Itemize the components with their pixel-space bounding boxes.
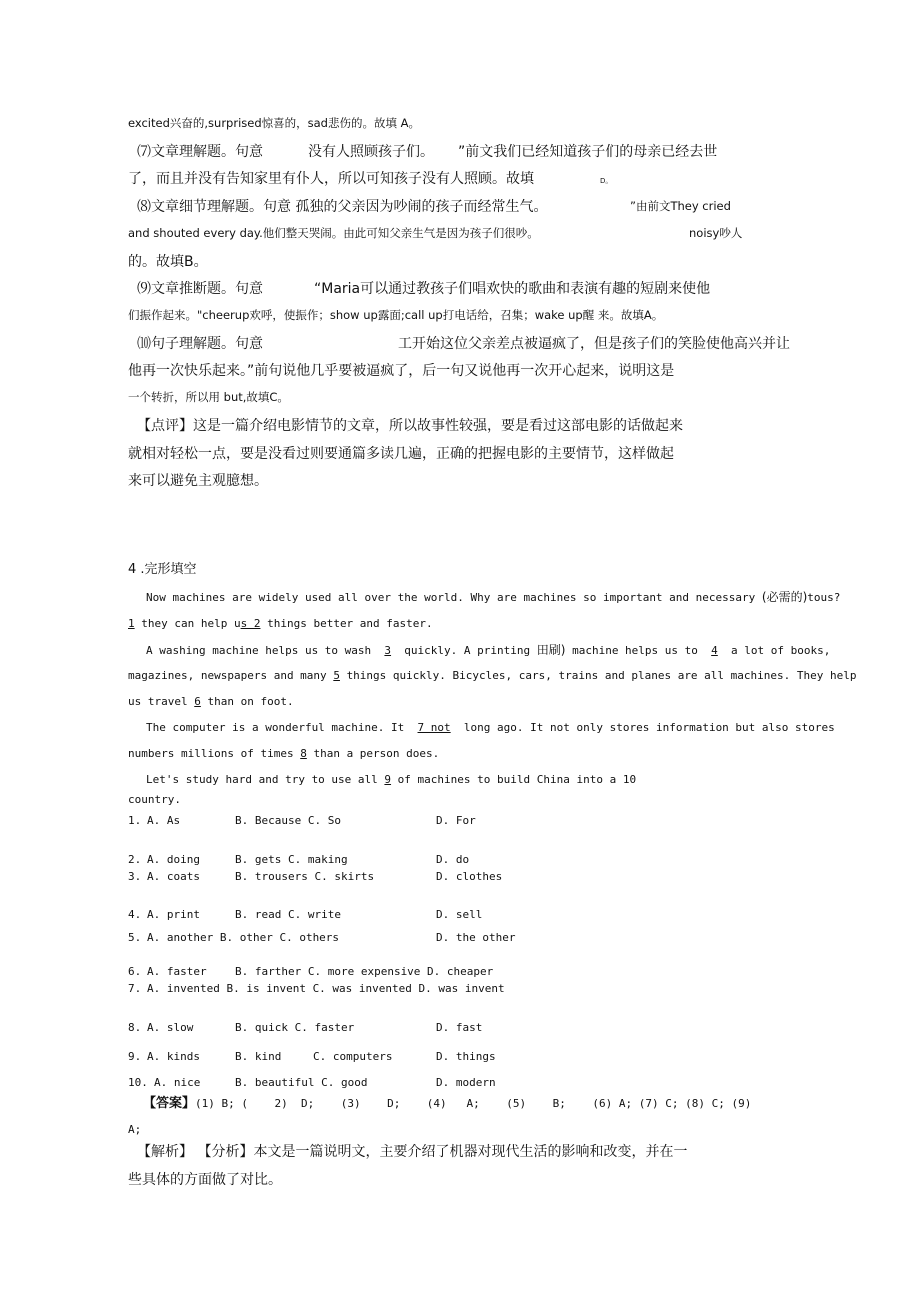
option-number: 10. bbox=[128, 1076, 148, 1089]
option-b: B. farther C. more expensive D. cheaper bbox=[235, 965, 494, 978]
passage-line: The computer is a wonderful machine. It 7 not long ago. It not only stores information but also stores bbox=[146, 721, 835, 734]
text-line: ⑽句子理解题。句意 bbox=[137, 336, 263, 352]
option-number: 2. bbox=[128, 853, 142, 866]
option-number: 4. bbox=[128, 908, 142, 921]
comment-line: 来可以避免主观臆想。 bbox=[128, 473, 268, 489]
text-line: ⑺文章理解题。句意 bbox=[137, 144, 263, 160]
option-b: B. quick C. faster bbox=[235, 1021, 355, 1034]
text-line: 一个转折，所以用 but,故填C。 bbox=[128, 390, 289, 404]
text-line: D。 bbox=[600, 177, 613, 185]
answer-line: A; bbox=[128, 1123, 142, 1136]
option-d: D. modern bbox=[436, 1076, 496, 1089]
option-a: A. print bbox=[147, 908, 200, 921]
option-number: 3. bbox=[128, 870, 142, 883]
passage-line: A washing machine helps us to wash 3 quickly. A printing 田刷) machine helps us to 4 a lot of books, bbox=[146, 643, 831, 657]
option-c: C. computers bbox=[313, 1050, 393, 1063]
text-line: ⑻文章细节理解题。句意 孤独的父亲因为吵闹的孩子而经常生气。 bbox=[137, 199, 548, 215]
option-a: A. faster bbox=[147, 965, 207, 978]
option-a: A. As bbox=[147, 814, 181, 827]
option-a: A. nice bbox=[154, 1076, 201, 1089]
text-line: noisy吵人 bbox=[689, 226, 743, 240]
analysis-line: 【解析】 【分析】本文是一篇说明文，主要介绍了机器对现代生活的影响和改变，并在一 bbox=[137, 1144, 688, 1160]
text-line: 没有人照顾孩子们。 bbox=[308, 144, 434, 160]
option-a: A. invented B. is invent C. was invented D. was invent bbox=[147, 982, 505, 995]
comment-line: 就相对轻松一点，要是没看过则要通篇多读几遍，正确的把握电影的主要情节，这样做起 bbox=[128, 446, 674, 462]
option-d: D. things bbox=[436, 1050, 496, 1063]
text-line: “Maria可以通过教孩子们唱欢快的歌曲和表演有趣的短剧来使他 bbox=[314, 281, 711, 297]
passage-line: numbers millions of times 8 than a person does. bbox=[128, 747, 440, 760]
option-number: 8. bbox=[128, 1021, 142, 1034]
answer-line: 【答案】(1) B; ( 2) D; (3) D; (4) A; (5) B; (6) A; (7) C; (8) C; (9) bbox=[143, 1096, 752, 1111]
passage-line: us travel 6 than on foot. bbox=[128, 695, 294, 708]
option-d: D. sell bbox=[436, 908, 483, 921]
analysis-line: 些具体的方面做了对比。 bbox=[128, 1172, 282, 1188]
text-line: 们振作起来。"cheerup欢呼，使振作；show up露面;call up打电话给，召集；wake up醒 来。故填A。 bbox=[128, 308, 664, 322]
text-line: 他再一次快乐起来。”前句说他几乎要被逼疯了，后一句又说他再一次开心起来，说明这是 bbox=[128, 363, 675, 379]
option-number: 9. bbox=[128, 1050, 142, 1063]
option-d: D. clothes bbox=[436, 870, 503, 883]
option-number: 1. bbox=[128, 814, 142, 827]
option-b: B. kind bbox=[235, 1050, 282, 1063]
option-b: B. Because C. So bbox=[235, 814, 341, 827]
option-b: B. gets C. making bbox=[235, 853, 348, 866]
comment-line: 【点评】这是一篇介绍电影情节的文章，所以故事性较强，要是看过这部电影的话做起来 bbox=[137, 418, 683, 434]
option-a: A. slow bbox=[147, 1021, 194, 1034]
option-a: A. another B. other C. others bbox=[147, 931, 340, 944]
text-line: ”由前文They cried bbox=[630, 199, 731, 213]
option-a: A. kinds bbox=[147, 1050, 200, 1063]
passage-line: 1 they can help us 2 things better and faster. bbox=[128, 617, 433, 630]
option-d: D. For bbox=[436, 814, 476, 827]
option-d: D. the other bbox=[436, 931, 516, 944]
text-line: 工开始这位父亲差点被逼疯了，但是孩子们的笑脸使他高兴并让 bbox=[398, 336, 790, 352]
text-line: excited兴奋的,surprised惊喜的，sad悲伤的。故填 A。 bbox=[128, 116, 420, 130]
option-b: B. beautiful C. good bbox=[235, 1076, 368, 1089]
option-a: A. coats bbox=[147, 870, 200, 883]
option-number: 7. bbox=[128, 982, 142, 995]
option-a: A. doing bbox=[147, 853, 200, 866]
text-line: 的。故填B。 bbox=[128, 254, 208, 270]
option-b: B. trousers C. skirts bbox=[235, 870, 375, 883]
text-line: ”前文我们已经知道孩子们的母亲已经去世 bbox=[458, 144, 718, 160]
section-heading: 4 .完形填空 bbox=[128, 562, 197, 577]
option-d: D. do bbox=[436, 853, 470, 866]
option-d: D. fast bbox=[436, 1021, 483, 1034]
option-number: 5. bbox=[128, 931, 142, 944]
text-line: ⑼文章推断题。句意 bbox=[137, 281, 263, 297]
option-number: 6. bbox=[128, 965, 142, 978]
option-b: B. read C. write bbox=[235, 908, 341, 921]
passage-line: Let's study hard and try to use all 9 of machines to build China into a 10 bbox=[146, 773, 637, 786]
passage-line: country. bbox=[128, 793, 181, 806]
text-line: 了，而且并没有告知家里有仆人，所以可知孩子没有人照顾。故填 bbox=[128, 171, 534, 187]
passage-line: magazines, newspapers and many 5 things quickly. Bicycles, cars, trains and planes are all machines. They help bbox=[128, 669, 857, 682]
text-line: and shouted every day.他们整天哭闹。由此可知父亲生气是因为孩子们很吵。 bbox=[128, 226, 539, 240]
passage-line: Now machines are widely used all over the world. Why are machines so important and necessary (必需的)tous? bbox=[146, 590, 841, 604]
